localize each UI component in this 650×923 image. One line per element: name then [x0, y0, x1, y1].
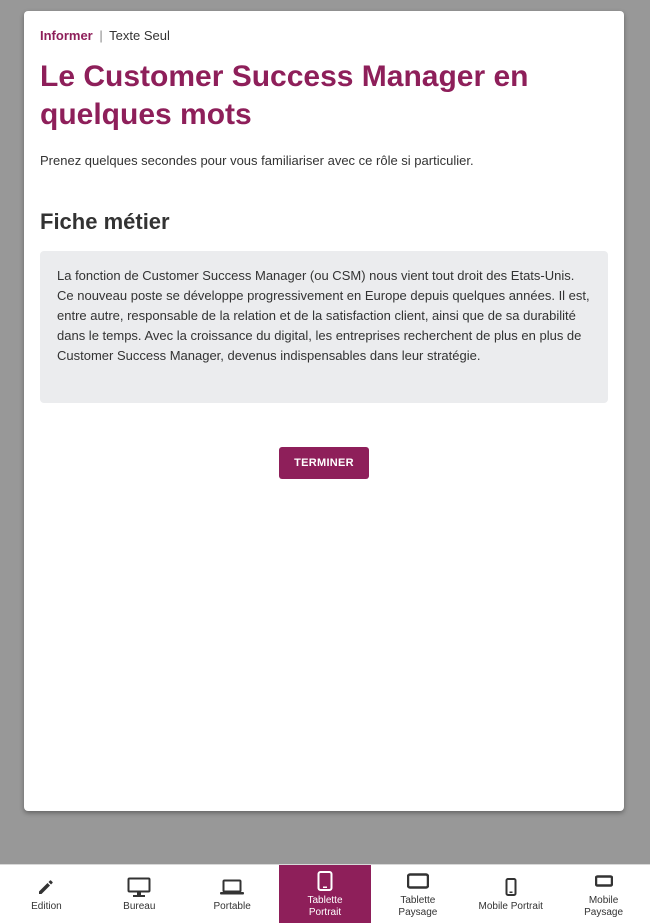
- page-title: Le Customer Success Manager en quelques mots: [40, 60, 529, 131]
- info-box: [40, 251, 608, 403]
- device-item-mobile-landscape[interactable]: [557, 865, 650, 923]
- device-item-laptop[interactable]: [186, 865, 279, 923]
- section-title: Fiche métier: [40, 209, 170, 234]
- breadcrumb: [40, 28, 170, 43]
- breadcrumb-template: Texte Seul: [109, 28, 170, 43]
- device-label-tablet-landscape: Tablette Paysage: [398, 894, 438, 918]
- mobile-landscape-icon: [595, 870, 613, 892]
- tablet-portrait-icon: [317, 870, 333, 892]
- device-label-mobile-portrait: Mobile Portrait: [478, 900, 543, 912]
- device-label-laptop: Portable: [213, 900, 251, 912]
- device-label-mobile-landscape: Mobile Paysage: [584, 894, 624, 918]
- pencil-icon: [37, 876, 55, 898]
- device-item-desktop[interactable]: [93, 865, 186, 923]
- device-item-tablet-landscape[interactable]: [371, 865, 464, 923]
- info-box-text: La fonction de Customer Success Manager (ou CSM) nous vient tout droit des Etats-Unis. Ce nouveau poste se développe progressivement en Europe depuis quelques années. Il est, entre autre, responsable de la relation et de la satisfaction client, ainsi que de sa durabilité dans le temps. Avec la croissance du digital, les entreprises recherchent de plus en plus de Customer Success Manager, devenus indispensables dans leur stratégie.: [57, 268, 590, 363]
- content-card: [24, 11, 624, 811]
- mobile-portrait-icon: [505, 876, 517, 898]
- finish-button[interactable]: TERMINER: [279, 447, 369, 479]
- device-item-mobile-portrait[interactable]: [464, 865, 557, 923]
- device-label-tablet-portrait: Tablette Portrait: [307, 894, 343, 918]
- breadcrumb-type: Informer: [40, 28, 93, 43]
- device-label-desktop: Bureau: [123, 900, 156, 912]
- device-preview-bar: [0, 864, 650, 923]
- device-item-tablet-portrait[interactable]: [279, 865, 372, 923]
- breadcrumb-separator: |: [99, 28, 103, 43]
- tablet-landscape-icon: [407, 870, 429, 892]
- device-item-edition[interactable]: [0, 865, 93, 923]
- desktop-icon: [127, 876, 151, 898]
- device-label-edition: Edition: [31, 900, 62, 912]
- laptop-icon: [220, 876, 244, 898]
- intro-text: Prenez quelques secondes pour vous familiariser avec ce rôle si particulier.: [40, 153, 474, 168]
